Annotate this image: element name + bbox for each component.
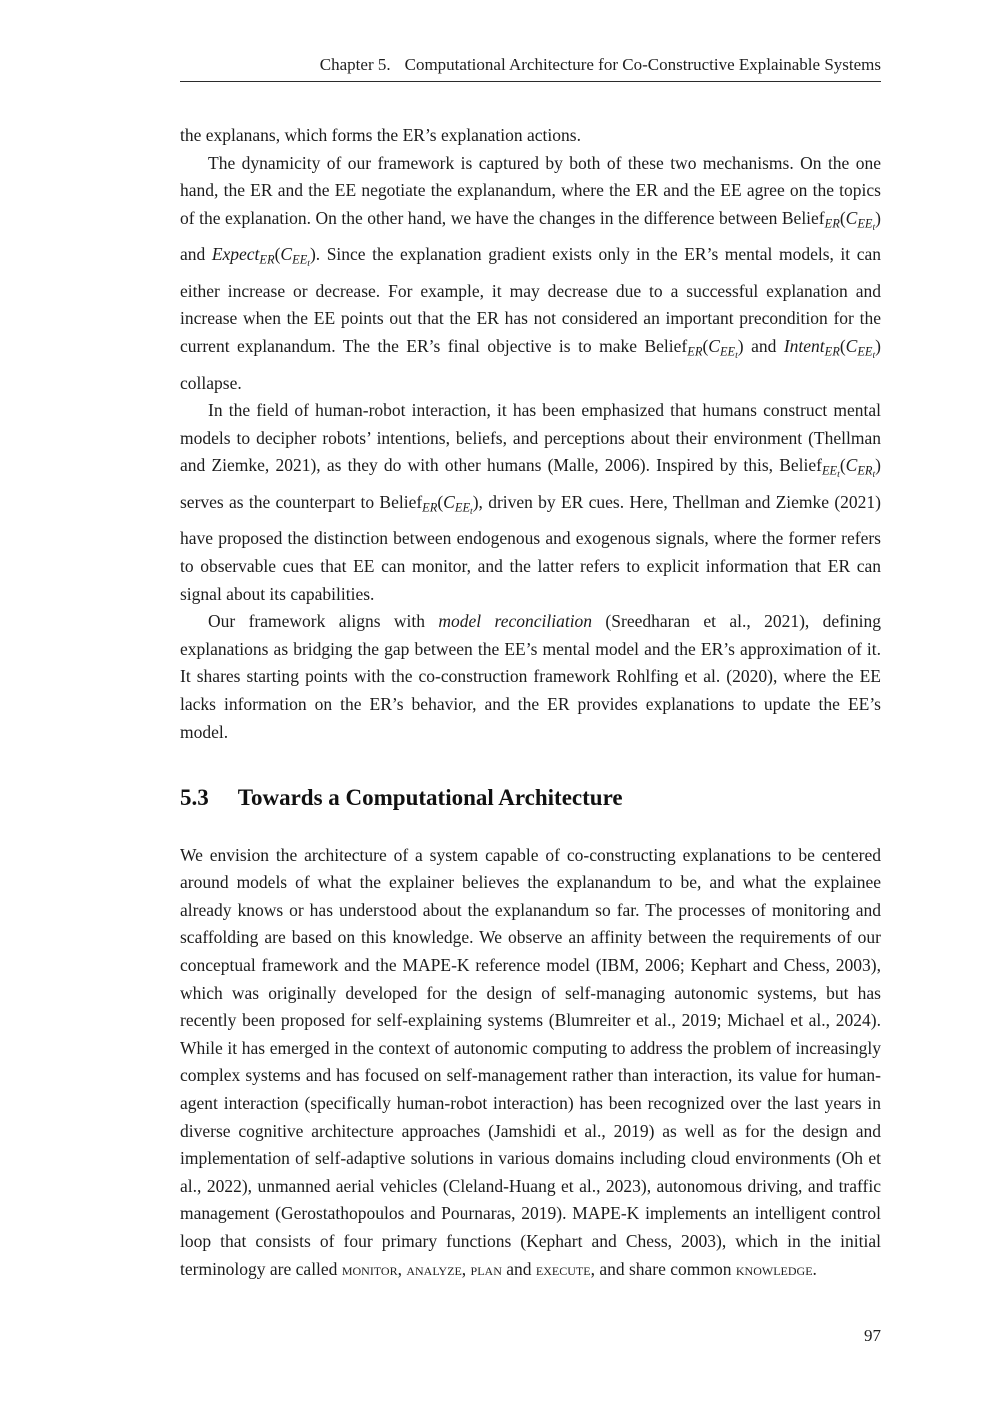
text-segment: (Sreedharan et al., 2021), defining explanations as bridging the gap between the EE’s mental model and the ER’s approximation of it. It shares starting points with the co-construction framework Rohlfing et al. (2020), where the EE lacks information on the ER’s behavior, and the ER provides explanations to update the EE’s model.	[180, 611, 881, 742]
paragraph	[180, 397, 881, 608]
text-segment: analyze	[406, 1258, 462, 1279]
text-segment: EE	[821, 463, 838, 478]
text-segment: t	[872, 221, 876, 233]
paragraph	[180, 150, 881, 398]
header-chapter-label: Chapter 5.	[319, 55, 391, 74]
text-segment: plan	[470, 1258, 502, 1279]
text-segment: , and share common	[590, 1258, 736, 1279]
page-number: 97	[864, 1326, 881, 1345]
text-segment: (	[274, 244, 281, 265]
text-segment: The dynamicity of our framework is captured by both of these two mechanisms. On the one hand, the ER and the EE negotiate the explanandum, where the ER and the EE agree on the topics of the explanation. On the other hand, we have the changes in the difference between Belief	[180, 152, 881, 228]
text-segment: (	[839, 336, 846, 357]
text-segment: model reconciliation	[438, 611, 593, 632]
text-segment: In the field of human-robot interaction, it has been emphasized that humans construct mental models to decipher robots’ intentions, beliefs, and perceptions about their environment (Thellman and Ziemke, 2021), as they do with other humans (Malle, 2006). Inspired by this, Belief	[180, 400, 881, 476]
text-segment: EE	[292, 252, 308, 267]
paragraph	[180, 122, 881, 150]
section-heading	[180, 785, 881, 811]
text-segment: C	[708, 336, 720, 357]
text-segment: t	[837, 469, 840, 481]
text-segment: EE	[857, 216, 873, 231]
header-chapter-title: Computational Architecture for Co-Constructive Explainable Systems	[404, 55, 881, 74]
section-number: 5.3	[180, 785, 209, 811]
text-segment: t	[735, 350, 738, 362]
text-segment: .	[812, 1258, 817, 1279]
text-segment: C	[845, 207, 858, 228]
section-title: Towards a Computational Architecture	[237, 785, 623, 811]
text-segment: Our framework aligns with	[208, 611, 439, 632]
text-segment: ) serves as the counterpart to Belief	[180, 455, 881, 512]
text-segment: (	[839, 207, 846, 228]
running-header	[180, 55, 881, 82]
text-segment: execute	[535, 1258, 591, 1279]
text-segment: EE	[454, 500, 471, 515]
text-segment: and	[501, 1258, 536, 1279]
text-segment: (	[437, 491, 444, 512]
text-segment: C	[280, 244, 293, 265]
text-segment: monitor	[341, 1258, 398, 1279]
text-segment: Expect	[211, 244, 260, 265]
text-segment: C	[845, 455, 858, 476]
text-segment: ER	[259, 252, 275, 267]
text-segment: ER	[422, 500, 438, 515]
text-segment: ). Since the explanation gradient exists only in the ER’s mental models, it can either increase or decrease. For example, it may decrease due to a successful explanation and increase when the EE points out that the ER has not considered an important precondition for the current explanandum. The the ER’s final objective is to make Belief	[180, 244, 881, 357]
text-segment: t	[470, 505, 473, 517]
text-segment: (	[839, 455, 846, 476]
text-segment: t	[307, 258, 310, 270]
text-segment: EE	[719, 344, 736, 359]
text-segment: t	[872, 350, 876, 362]
paragraph	[180, 608, 881, 746]
text-segment: ER	[687, 344, 703, 359]
text-segment: ER	[824, 344, 840, 359]
text-segment: ) and	[737, 336, 784, 357]
running-header-text	[180, 55, 881, 75]
text-segment: ER	[857, 463, 873, 478]
text-segment: C	[845, 336, 858, 357]
text-segment: ), driven by ER cues. Here, Thellman and Ziemke (2021) have proposed the distinction between endogenous and exogenous signals, where the former refers to observable cues that EE can monitor, and the latter refers to explicit information that ER can signal about its capabilities.	[180, 491, 881, 604]
text-segment: We envision the architecture of a system capable of co-constructing explanations to be centered around models of what the explainer believes the explanandum to be, and what the explainee already knows or has understood about the explanandum so far. The processes of monitoring and scaffolding are based on this knowledge. We observe an affinity between the requirements of our conceptual framework and the MAPE-K reference model (IBM, 2006; Kephart and Chess, 2003), which was originally developed for the design of self-managing autonomic systems, but has recently been proposed for self-explaining systems (Blumreiter et al., 2019; Michael et al., 2024). While it has emerged in the context of autonomic computing to address the problem of increasingly complex systems and has focused on self-management rather than interaction, its value for human-agent interaction (specifically human-robot interaction) has been recognized over the last years in diverse cognitive architecture approaches (Jamshidi et al., 2019) as well as for the design and implementation of self-adaptive solutions in various domains including cloud environments (Oh et al., 2022), unmanned aerial vehicles (Cleland-Huang et al., 2023), autonomous driving, and traffic management (Gerostathopoulos and Pournaras, 2019). MAPE-K implements an intelligent control loop that consists of four primary functions (Kephart and Chess, 2003), which in the initial terminology are called	[180, 844, 881, 1279]
text-segment: ,	[461, 1258, 471, 1279]
text-segment: (	[702, 336, 709, 357]
text-segment: ) collapse.	[180, 336, 881, 393]
text-segment: knowledge	[735, 1258, 813, 1279]
body-text-block	[180, 122, 881, 1283]
paragraph	[180, 842, 881, 1284]
paragraphs-before-section	[180, 122, 881, 746]
text-segment: C	[443, 491, 455, 512]
paragraphs-after-section	[180, 842, 881, 1284]
text-segment: ) and	[180, 207, 881, 265]
text-segment: ER	[824, 216, 840, 231]
text-segment: ,	[397, 1258, 407, 1279]
text-segment: Intent	[783, 336, 825, 357]
text-segment: EE	[857, 344, 873, 359]
text-segment: the explanans, which forms the ER’s explanation actions.	[180, 125, 581, 145]
header-rule	[180, 81, 881, 82]
text-segment: t	[872, 469, 876, 481]
